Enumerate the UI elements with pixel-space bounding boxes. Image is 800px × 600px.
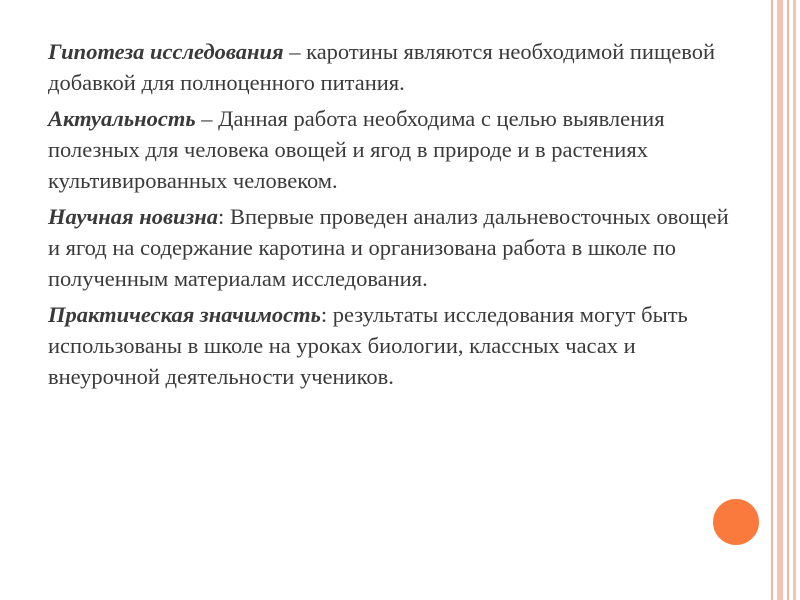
separator: : (320, 302, 333, 327)
paragraph-text: результаты исследования могут быть использованы в школе на уроках биологии, классных часах и внеурочной деятельности учеников. (48, 302, 688, 389)
decorative-circle (710, 496, 762, 548)
slide-body (48, 36, 738, 397)
term-novelty: Научная новизна (48, 204, 219, 229)
term-significance: Практическая значимость (48, 302, 321, 327)
term-hypothesis: Гипотеза исследования (48, 39, 284, 64)
paragraph-significance (48, 299, 738, 392)
decorative-stripe (771, 0, 773, 600)
decorative-stripe (787, 0, 789, 600)
separator: – (195, 106, 219, 131)
paragraph-hypothesis (48, 36, 738, 98)
paragraph-text: Данная работа необходима с целью выявления полезных для человека овощей и ягод в природе и в растениях культивированных человеком. (48, 106, 665, 193)
paragraph-text: каротины являются необходимой пищевой добавкой для полноценного питания. (48, 39, 716, 95)
paragraph-text: Впервые проведен анализ дальневосточных овощей и ягод на содержание каротина и организована работа в школе по полученным материалам исследования. (48, 204, 729, 291)
decorative-stripe (793, 0, 796, 600)
term-relevance: Актуальность (48, 106, 196, 131)
separator: : (218, 204, 230, 229)
decorative-stripe (777, 0, 783, 600)
separator: – (283, 39, 307, 64)
paragraph-relevance (48, 103, 738, 196)
paragraph-novelty (48, 201, 738, 294)
